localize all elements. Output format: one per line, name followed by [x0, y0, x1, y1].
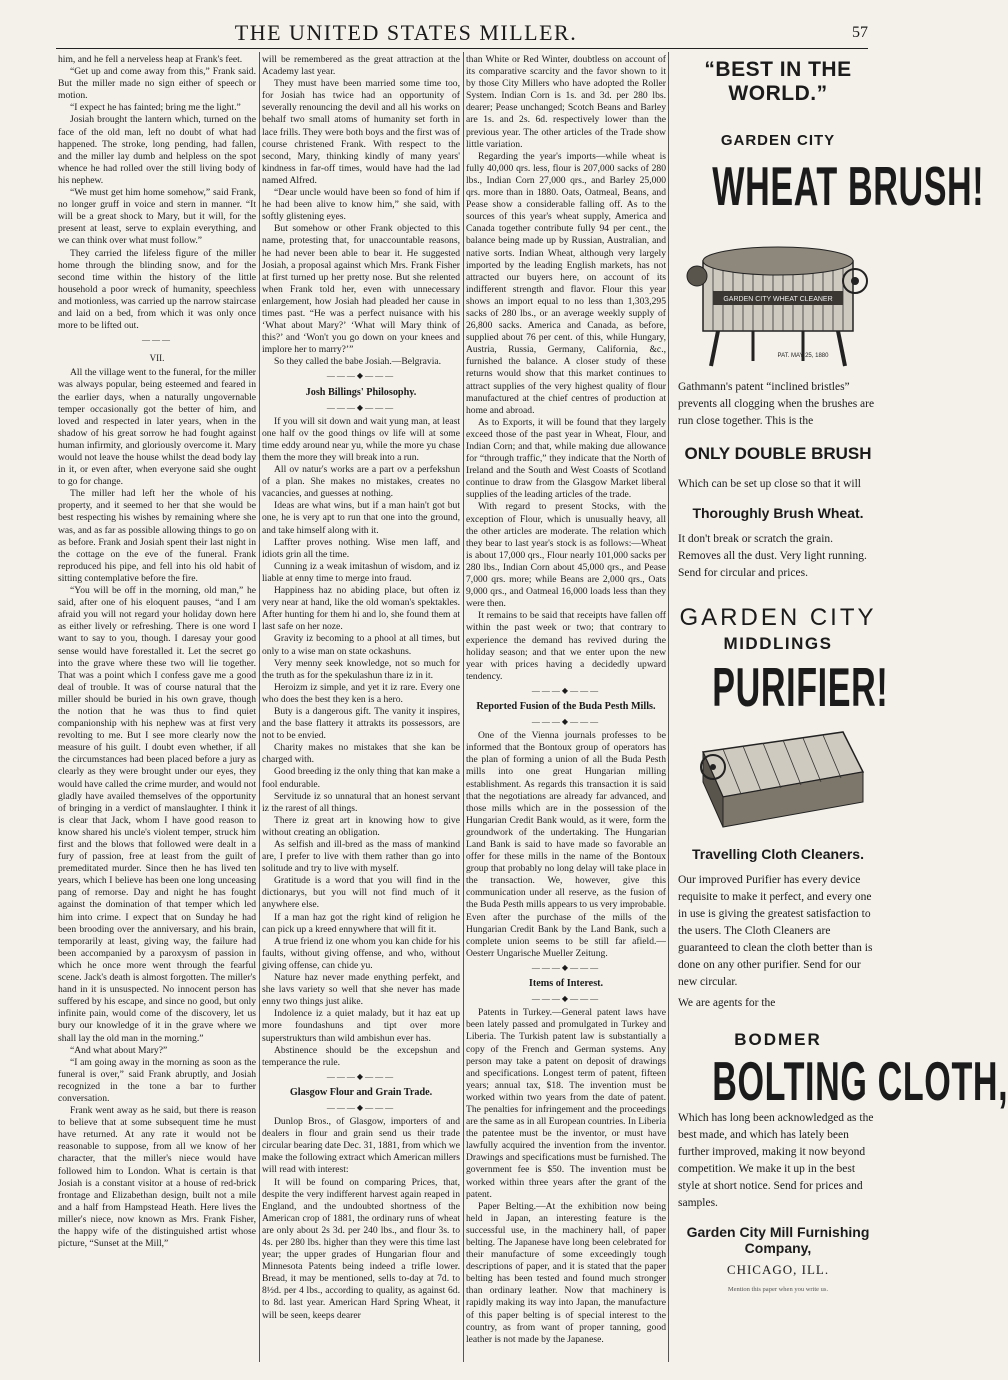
paragraph: They must have been married some time too, for Josiah has twice had an opportunity of severally renouncing the devil and all his works on behalf two small atoms of humanity set forth in lace frills. They were both boys and the first was of course christened Frank. With respect to the second, Mary, thinking kindly of many years' kindness in far-off times, would have had the lad named Alfred.: [262, 78, 460, 186]
paragraph: But somehow or other Frank objected to this name, protesting that, for unaccountable reasons, he had never been able to bear it. He suggested Josiah, a proposal against which Mrs. Frank Fisher at first turned up her pretty nose. But she relented when Frank told her, even with unnecessary enlargement, how Josiah had pleaded her cause in times past. “He was a perfect nuisance with his ‘What about Mary?’ ‘What will Mary think of this?’ and ‘Won't you go down on your knees and implore her to marry?’”: [262, 223, 460, 356]
ad-company-name: Garden City Mill Furnishing Company,: [686, 1224, 870, 1256]
paragraph: All the village went to the funeral, for the miller was always popular, being esteemed and feared in the earlier days, when a naturally ungovernable temper occasionally got the better of him, and loved and respected in later years, when in the shadow of his great sorrow he had fought against human infirmity, and gloriously overcome it. Mary would not leave the house whilst the dead body lay in it, or even after, when everyone said she ought to go for change.: [58, 367, 256, 488]
paragraph: will be remembered as the great attraction at the Academy last year.: [262, 54, 460, 78]
column-divider: [668, 52, 669, 1362]
article-heading: Reported Fusion of the Buda Pesth Mills.: [476, 700, 656, 712]
paragraph: There iz great art in knowing how to give without creating an obligation.: [262, 814, 460, 838]
ad-headline: Thoroughly Brush Wheat.: [692, 505, 864, 521]
article-heading: Items of Interest.: [528, 978, 604, 990]
section-divider: ———◆———: [531, 717, 601, 727]
chapter-number: VII.: [149, 353, 165, 364]
section-divider: ———◆———: [326, 402, 396, 412]
ad-headline: Travelling Cloth Cleaners.: [692, 846, 864, 862]
ad-description: Gathmann's patent “inclined bristles” prevents all clogging when the brushes are run close together. This is the: [678, 381, 875, 427]
paragraph: Gratitude is a word that you will find in the dictionarys, but you will not find much of it anywhere else.: [262, 875, 460, 911]
paragraph: Regarding the year's imports—while wheat is fully 40,000 qrs. less, flour is 207,000 sacks of 280 lbs., Indian Corn 27,000 qrs., and Barley 25,000 qrs. more than in 1880. Oats, Oatmeal, Beans, and Pease show a considerable falling off. As to the sources of this year's wheat supply, America and Canada together contribute fully 94 per cent., the balance being made up by Russian, Australian, and native sorts. Indian Wheat, although very largely imported by the leading English markets, has not attracted our buyers here, on account of its indifferent strength and flavor. Flour this year shows an import equal to no less than 1,303,295 sacks of 280 lbs., or an average weekly supply of 26,800 sacks. America and Canada, as before, supplied about 76 per cent. of this, while Hungary, Austria, Russia, Germany, California, &c., furnished the balance. A closer study of these returns would show that this market continues to attract supplies of the very highest quality of flour manufactured at the chief centres of production at home and abroad.: [466, 150, 666, 416]
paragraph: “And what about Mary?”: [70, 1044, 168, 1056]
paragraph: Very menny seek knowledge, not so much for the truth as for the spekulashun thare iz in it.: [262, 657, 460, 681]
article-heading: Josh Billings' Philosophy.: [305, 386, 417, 398]
article-column-3: [466, 54, 666, 1364]
patent-date: PAT. MAY 25, 1880: [777, 353, 829, 359]
column-divider: [463, 52, 464, 1362]
paragraph: “Get up and come away from this,” Frank said. But the miller made no sign either of speech or motion.: [58, 66, 256, 102]
page-number: 57: [852, 24, 868, 41]
header-rule: [56, 48, 868, 49]
ad-product-bolting-cloth: BOLTING CLOTH,: [712, 1050, 1008, 1112]
advertisement: [672, 54, 1008, 1364]
page-header: [56, 18, 868, 46]
ad-brand: GARDEN CITY: [720, 132, 836, 149]
paragraph: Servitude iz so unnatural that an honest servant iz the rarest of all things.: [262, 790, 460, 814]
paragraph: If you will sit down and wait yung man, at least one half ov the good things ov life will at some time eddy around near yu, while the more yu chase them the more they will break into a run.: [262, 415, 460, 463]
ad-description: Which has long been acknowledged as the best made, and which has lately been further improved, making it now beyond competition. We make it up in the best style at short notice. Send for prices and samples.: [678, 1112, 874, 1209]
paragraph: Heroizm iz simple, and yet it iz rare. Every one who does the best they ken is a hero.: [262, 681, 460, 705]
ad-brand: BODMER: [734, 1030, 822, 1049]
paragraph: A true friend iz one whom you kan chide for his faults, without giving offense, and who, without giving offense, can chide yu.: [262, 935, 460, 971]
ad-product-wheat-brush: WHEAT BRUSH!: [712, 155, 985, 217]
paragraph: Gravity iz becoming to a phool at all times, but only to a wise man on state ockashuns.: [262, 633, 460, 657]
paragraph: They carried the lifeless figure of the miller home through the blinding snow, and for the second time within the history of the little household a poor wreck of humanity, speechless and motionless, was carried up the narrow staircase and laid on a bed, from which it was only once more to be lifted out.: [58, 247, 256, 332]
paragraph: “I expect he has fainted; bring me the light.”: [70, 102, 241, 114]
paragraph: So they called the babe Josiah.—Belgravia.: [274, 356, 442, 368]
section-divider: ———◆———: [531, 994, 601, 1004]
paragraph: “We must get him home somehow,” said Frank, no longer gruff in voice and stern in manner. “It will be a great shock to Mary, but it will, for the present at least, serve to explain everything, and we can think over what must follow.”: [58, 187, 256, 247]
purifier-machine-illustration: [683, 722, 873, 832]
paragraph: Patents in Turkey.—General patent laws have been lately passed and promulgated in Turkey and Liberia. The Turkish patent law is substantially a copy of the French and German systems. Any person may take a patent on deposit of drawings and specifications. Longest term of patent, fifteen years; annual tax, $18. The invention must be worked within two years from the date of patent. The penalties for infringement and the proceedings are the same as in all European countries. In Liberia the patentee must be the inventor, or must have lawfully acquired the invention from the inventor. Drawings and specifications must be furnished. The government fee is $50. The invention must be worked within three years after the grant of the patent.: [466, 1007, 666, 1200]
paragraph: than White or Red Winter, doubtless on account of its comparative scarcity and the favor shown to it by those City Millers who have adopted the Roller System. Indian Corn is 1s. and 3d. per 280 lbs. dearer; Pease unchanged; Scotch Beans and Barley are 1s. and 2s. 6d. respectively lower than the previous year. The other articles of the Trade show little variation.: [466, 54, 666, 150]
article-heading: Glasgow Flour and Grain Trade.: [289, 1086, 433, 1098]
ad-description: Our improved Purifier has every device requisite to make it perfect, and every one in use is giving the greatest satisfaction to the users. The Cloth Cleaners are guaranteed to clean the cloth better than is done on any other purifier. Send for our new circular.: [678, 874, 873, 988]
paragraph: Indolence iz a quiet malady, but it haz eat up more foundashuns and tipt over more superstrukturs than wild ambishun ever has.: [262, 1008, 460, 1044]
paragraph: As selfish and ill-bred as the mass of mankind are, I prefer to live with them rather than go into solitude and try to live with myself.: [262, 839, 460, 875]
machine-label: GARDEN CITY WHEAT CLEANER: [723, 296, 833, 303]
masthead-title: THE UNITED STATES MILLER.: [234, 20, 578, 45]
ad-description: Which can be set up close so that it will: [678, 478, 861, 490]
paragraph: All ov natur's works are a part ov a perfekshun of a plan. She makes no mistakes, creates no vacancies, and guesses at nothing.: [262, 464, 460, 500]
paragraph: Ideas are what wins, but if a man hain't got but one, he is very apt to run that one into the ground, and take himself along with it.: [262, 500, 460, 536]
wheat-brush-machine-illustration: [683, 221, 873, 371]
paragraph: If a man haz got the right kind of religion he can pick up a kreed ennywhere that will fit it.: [262, 911, 460, 935]
ad-slogan: “BEST IN THE WORLD.”: [704, 58, 852, 105]
section-divider: ———: [142, 335, 172, 345]
paragraph: Frank went away as he said, but there is reason to believe that at some subsequent time he must have returned. At any rate it would not be reasonable to suppose, from all we know of her character, that the miller's niece would have followed him to London. What is certain is that Josiah is a constant visitor at a house of red-brick frontage and Elizabethan design, built not a mile and a half from Hampstead Heath. Here lives the miller's niece, now known as Mrs. Frank Fisher, the happy wife of the distinguished artist whose picture, “Sunset at the Mill,”: [58, 1105, 256, 1250]
paragraph: Charity makes no mistakes that she kan be charged with.: [262, 742, 460, 766]
paragraph: Dunlop Bros., of Glasgow, importers of and dealers in flour and grain send us their trade circular bearing date Dec. 31, 1881, from which we make the following extract which American millers will read with interest:: [262, 1116, 460, 1176]
paragraph: It remains to be said that receipts have fallen off within the past week or two; that contrary to experience the demand has revived during the holiday season; and that we enter upon the new year with prices having a decidedly upward tendency.: [466, 610, 666, 682]
section-divider: ———◆———: [531, 962, 601, 972]
ad-headline: ONLY DOUBLE BRUSH: [684, 444, 872, 463]
paragraph: Happiness haz no abiding place, but often iz very near at hand, like the old woman's spektakles. After hunting for them hi and lo, she found them at last safe on her noze.: [262, 585, 460, 633]
paragraph: Buty is a dangerous gift. The vanity it inspires, and the base flattery it attrakts its possessors, are not to be envied.: [262, 705, 460, 742]
article-column-2: [262, 54, 460, 1364]
section-divider: ———◆———: [326, 1102, 396, 1112]
paragraph: It will be found on comparing Prices, that, despite the very indifferent harvest again reaped in England, and the undoubted shortness of the American crop of 1881, the ordinary runs of wheat are only about 2s 3d. per 240 lbs., and flour 3s. to 4s. per 280 lbs. higher than they were this time last year; the upper grades of Hungarian flour and Minnesota Patents being indeed a trifle lower. Bread, it may be mentioned, sells to-day at 7d. to 8½d. per 4 lbs., according to quality, as against 6d. to 8d. last year. American Hard Spring Wheat, it will be seen, keeps dearer: [262, 1176, 460, 1321]
ad-city: CHICAGO, ILL.: [726, 1262, 830, 1277]
section-divider: ———◆———: [531, 685, 601, 695]
paragraph: Cunning iz a weak imitashun of wisdom, and iz liable at enny time to merge into fraud.: [262, 560, 460, 584]
paragraph: him, and he fell a nerveless heap at Frank's feet.: [58, 54, 243, 65]
paragraph: The miller had left her the whole of his property, and it seemed to her that she would be best respecting his wishes by remaining where she was, and as far as possible allowing things to go on as before. Frank and Josiah spent their last night in the cottage on the eve of the funeral. Frank reproduced his pipe, and fell into his old habit of sitting contemplative before the fire.: [58, 488, 256, 584]
ad-mention-note: Mention this paper when you write us.: [727, 1286, 829, 1293]
ad-description: It don't break or scratch the grain. Removes all the dust. Very light running. Send for circular and prices.: [678, 533, 867, 579]
paragraph: Abstinence should be the excepshun and temperance the rule.: [262, 1044, 460, 1068]
paragraph: As to Exports, it will be found that they largely exceed those of the past year in Wheat, Flour, and Indian Corn; and that, while making due allowance for “through traffic,” they indicate that the North of Ireland and the South and West Coasts of Scotland continue to draw from the Glasgow Market liberal supplies of the leading articles of the trade.: [466, 416, 666, 501]
paragraph: Paper Belting.—At the exhibition now being held in Japan, an interesting feature is the successful use, in the machinery hall, of paper belting. The Japanese have long been celebrated for their manufacture of some exceedingly tough descriptions of paper, and it is stated that the paper belting has been tested and found much stronger than ordinary leather. Now that machinery is rapidly making its way into Japan, the manufacture of this paper belting is of special interest to the country, as from want of proper tanning, good leather is not made by the Japanese.: [466, 1200, 666, 1345]
ad-brand: GARDEN CITY: [679, 604, 877, 631]
paragraph: Good breeding iz the only thing that kan make a fool endurable.: [262, 766, 460, 790]
paragraph: With regard to present Stocks, with the exception of Flour, which is unusually heavy, all the other articles are moderate. The relation which they bear to last year's stock is as follows:—Wheat is about 17,000 qrs., Flour nearly 101,000 sacks per 280 lbs., Indian Corn about 45,000 qrs., and Pease 7,000 qrs. more; while Beans are 2,000 qrs., Oats 9,000 qrs., and Oatmeal 16,000 loads less than they were then.: [466, 501, 666, 610]
article-column-1: [58, 54, 256, 1364]
paragraph: Laffter proves nothing. Wise men laff, and idiots grin all the time.: [262, 536, 460, 560]
column-divider: [259, 52, 260, 1362]
ad-description: We are agents for the: [678, 997, 776, 1009]
paragraph: Nature haz never made enything perfekt, and she lavs variety so well that she never has made enny two things just alike.: [262, 972, 460, 1008]
ad-product-purifier: PURIFIER!: [712, 656, 889, 718]
paragraph: “Dear uncle would have been so fond of him if he had been alive to know him,” she said, with softly glistening eyes.: [262, 187, 460, 223]
paragraph: One of the Vienna journals professes to be informed that the Bontoux group of operators has the plan of forming a union of all the Buda Pesth mills into one great Hungarian milling establishment. As regards this transaction it is said that the negotiations are already far advanced, and those mills which are in the possession of the Hungarian Credit Bank would, as it were, form the groundwork of the undertaking. The Hungarian Land Bank is said to have made so favorable an offer for these mills in the name of the Bontoux group that probably no long delay will take place in the transaction. We, however, give this communication under all reserve, as the fusion of the Buda Pesth mills appears to us very improbable. Even after the purchase of the mills of the Hungarian Credit Bank by the Land Bank, such a complete union seems to be still far afield.—Oesterr Ungarische Mueller Zeitung.: [466, 730, 666, 959]
paragraph: Josiah brought the lantern which, turned on the face of the old man, left no doubt of what had happened. The stroke, long pending, had fallen, and the miller lay dumb and helpless on the spot whence he had rolled over the still living body of his nephew.: [58, 114, 256, 186]
paragraph: “You will be off in the morning, old man,” he said, after one of his eloquent pauses, “and I am afraid you will not regard your holiday down here as either lively or refreshing. There is one word I want to say to you, though. I daresay your good sense would have forestalled it. Let the secret go into the grave where these two will lie together. That was a point which I confess gave me a good deal of trouble. It was of course natural that the miller should be buried in his own grave, though the notion that he was thus to find quiet companionship with his nephew was at first very revolting to me. But I see more clearly now the measure of his guilt. I doubt even whether, if all the circumstances had been placed before a jury as clearly as they were brought under our eyes, they would have called the crime murder, and would not gladly have availed themselves of the opportunity of bringing in a verdict of manslaughter. I think it is clear that Jack, whom I have good reason to know shared his uncle's violent temper, struck him first and the blows that followed were dealt in a fury of passion, free at least from the guilt of premeditated murder. Since then he has lived ten years, which I believe has been one long unceasing pang of remorse. Day and night he has fought against the domination of that temper which led him into crime. I expect that on Sunday he had been brooding over the anniversary, and his brain, temporarily at least, giving way, the failure had been accompanied by a paroxysm of passion in which he once more went through the fearful scene. Jack's death is almost forgotten. The miller's hand in it is unsuspected. No innocent person has suffered by his escape, and since no good, but only infinite pain, would come of the discovery, let us bury our knowledge of it in the grave where we shall lay the old man in the morning.”: [58, 585, 256, 1044]
section-divider: ———◆———: [326, 371, 396, 381]
paragraph: “I am going away in the morning as soon as the funeral is over,” said Frank abruptly, and Josiah recognized in the tone a bar to further conversation.: [58, 1056, 256, 1104]
ad-subtitle: MIDDLINGS: [723, 634, 833, 653]
section-divider: ———◆———: [326, 1071, 396, 1081]
